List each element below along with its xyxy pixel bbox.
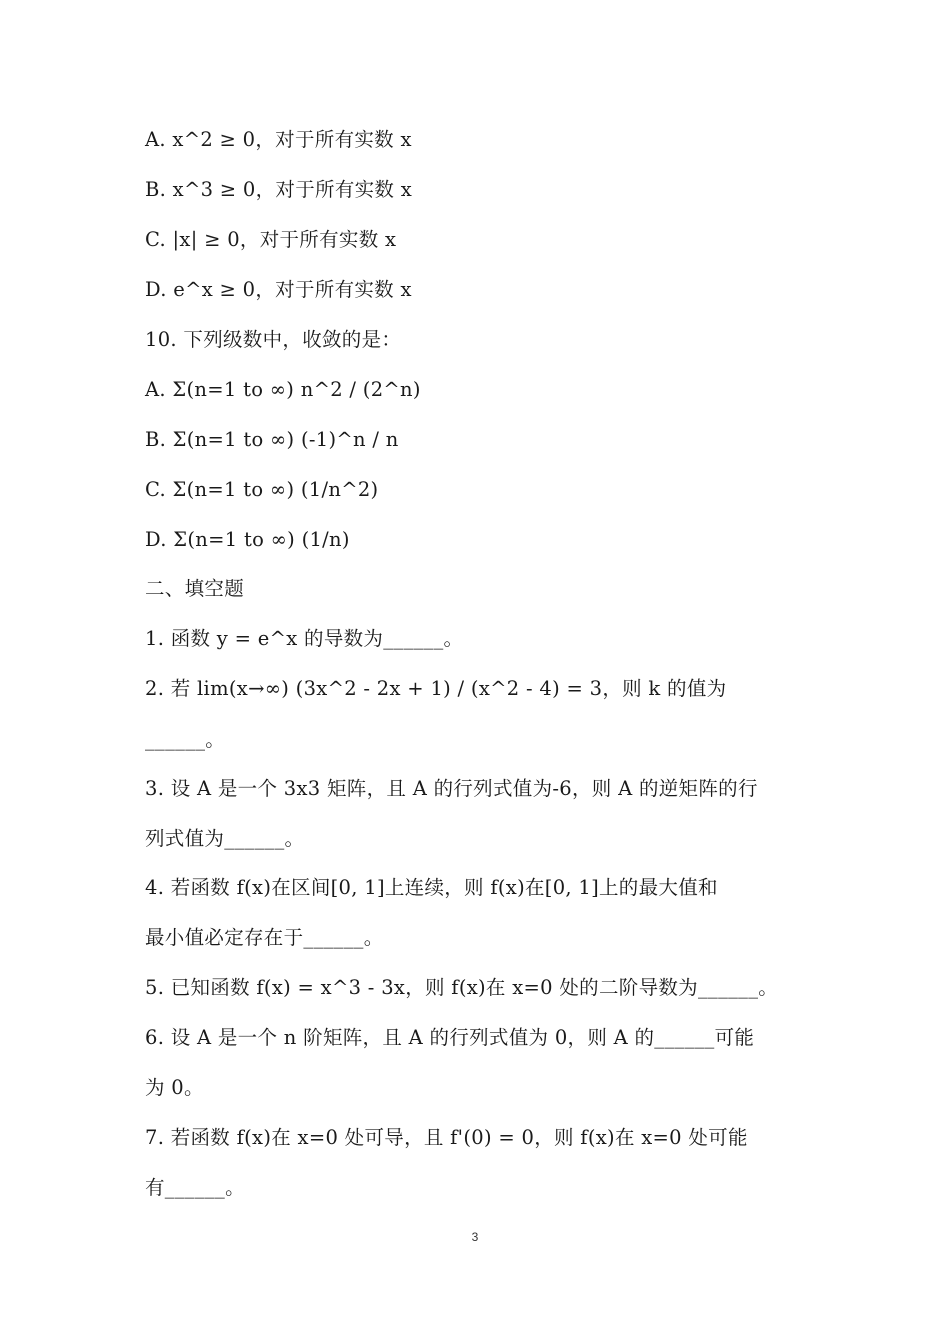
fill-in-q3: 3. 设 A 是一个 3x3 矩阵，且 A 的行列式值为-6，则 A 的逆矩阵的行: [145, 777, 758, 800]
option-text: Σ(n=1 to ∞) (1/n^2): [172, 478, 379, 501]
section-title-fill-in: 二、填空题: [145, 577, 245, 600]
q9-option-b: [145, 178, 412, 202]
option-text: x^2 ≥ 0，对于所有实数 x: [172, 128, 412, 151]
q9-option-d: [145, 278, 412, 302]
fill-in-q4: 4. 若函数 f(x)在区间[0, 1]上连续，则 f(x)在[0, 1]上的最大值和: [145, 876, 718, 899]
fill-in-q7: 7. 若函数 f(x)在 x=0 处可导，且 f'(0) = 0，则 f(x)在 x=0 处可能: [145, 1126, 748, 1149]
fill-in-q2: 2. 若 lim(x→∞) (3x^2 - 2x + 1) / (x^2 - 4) = 3，则 k 的值为: [145, 677, 727, 700]
option-text: Σ(n=1 to ∞) (1/n): [173, 528, 350, 551]
q9-option-a: [145, 128, 412, 152]
option-text: |x| ≥ 0，对于所有实数 x: [172, 228, 397, 251]
q10-stem: 10. 下列级数中，收敛的是：: [145, 328, 402, 351]
option-text: Σ(n=1 to ∞) (-1)^n / n: [172, 428, 399, 451]
q10-option-d: [145, 528, 350, 552]
fill-in-q7-cont: 有______。: [145, 1176, 245, 1199]
q10-option-a: [145, 378, 421, 402]
option-text: e^x ≥ 0，对于所有实数 x: [173, 278, 412, 301]
fill-in-q2-cont: ______。: [145, 728, 226, 751]
q10-option-c: [145, 478, 378, 502]
option-text: x^3 ≥ 0，对于所有实数 x: [172, 178, 413, 201]
option-text: Σ(n=1 to ∞) n^2 / (2^n): [172, 378, 421, 401]
option-label: D.: [145, 278, 167, 301]
option-label: B.: [145, 428, 167, 451]
option-label: A.: [145, 378, 166, 401]
fill-in-q1: 1. 函数 y = e^x 的导数为______。: [145, 627, 464, 650]
fill-in-q6-cont: 为 0。: [145, 1076, 204, 1099]
option-label: D.: [145, 528, 167, 551]
option-label: C.: [145, 478, 167, 501]
option-label: A.: [145, 128, 166, 151]
fill-in-q6: 6. 设 A 是一个 n 阶矩阵，且 A 的行列式值为 0，则 A 的______可能: [145, 1026, 755, 1049]
option-label: C.: [145, 228, 167, 251]
fill-in-q4-cont: 最小值必定存在于______。: [145, 926, 384, 949]
fill-in-q5: 5. 已知函数 f(x) = x^3 - 3x，则 f(x)在 x=0 处的二阶导数为______。: [145, 976, 779, 999]
page-number: 3: [471, 1230, 479, 1244]
option-label: B.: [145, 178, 167, 201]
fill-in-q3-cont: 列式值为______。: [145, 827, 305, 850]
q10-option-b: [145, 428, 399, 452]
q9-option-c: [145, 228, 396, 252]
